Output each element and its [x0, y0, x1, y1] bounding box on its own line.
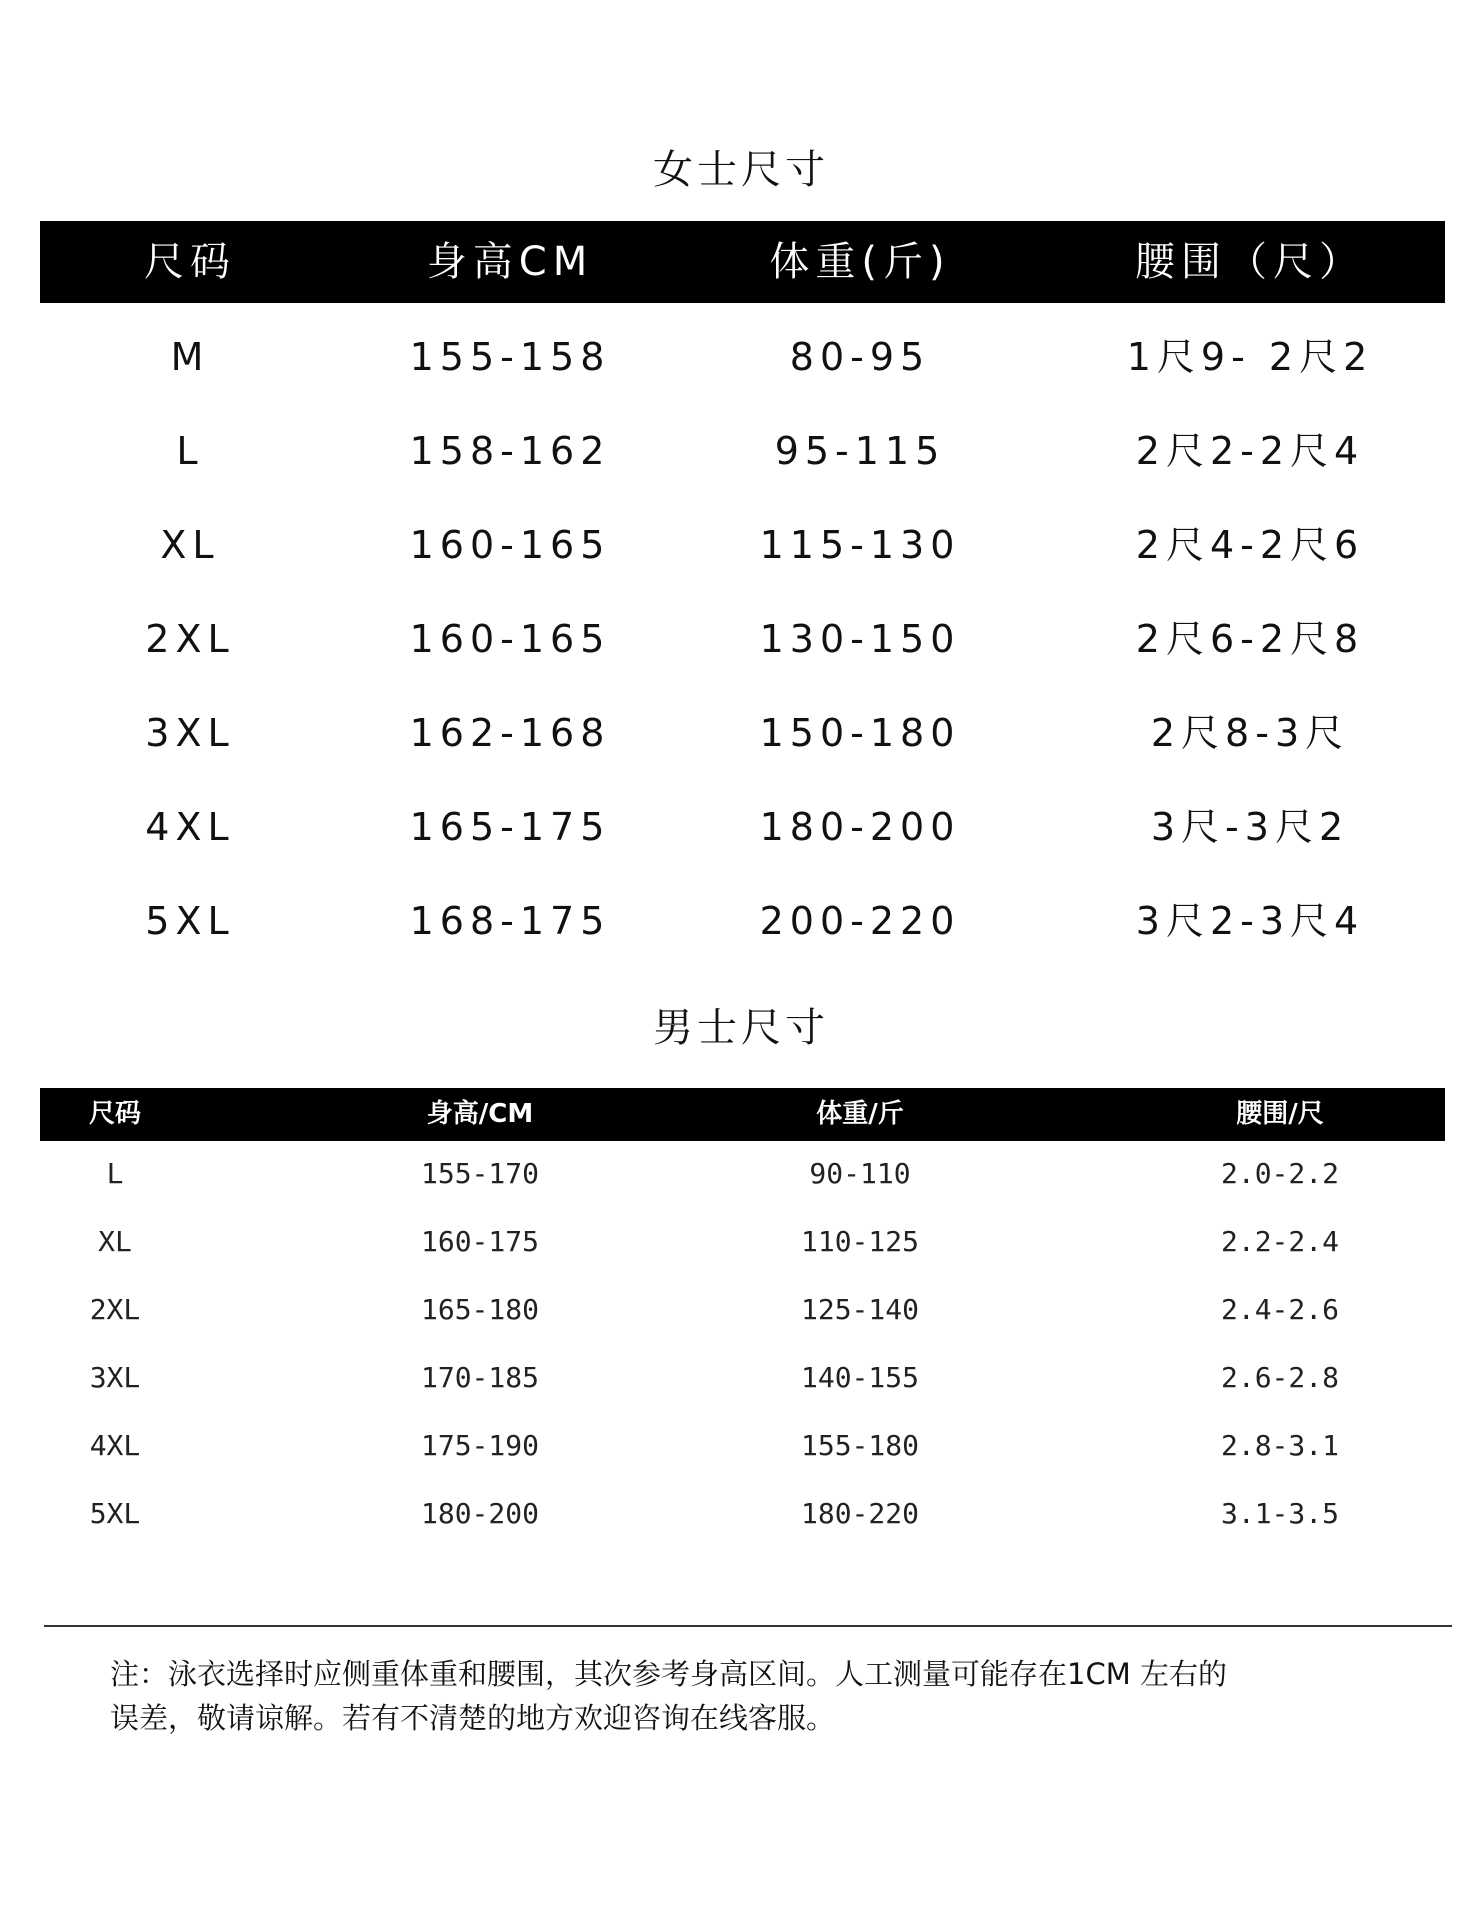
weight-cell: 150-180: [759, 711, 961, 755]
size-cell: 3XL: [145, 711, 235, 755]
height-cell: 180-200: [420, 1497, 539, 1530]
waist-cell: 2.2-2.4: [1220, 1225, 1339, 1258]
height-cell: 165-175: [409, 805, 611, 849]
table-row: [0, 1220, 1482, 1264]
weight-cell: 130-150: [759, 617, 961, 661]
size-note: [110, 1652, 1390, 1740]
table-row: [0, 327, 1482, 387]
weight-cell: 200-220: [759, 899, 961, 943]
note-line-1: 注：泳衣选择时应侧重体重和腰围，其次参考身高区间。人工测量可能存在1CM 左右的: [110, 1657, 1227, 1691]
table-row: [0, 609, 1482, 669]
waist-cell: 2.0-2.2: [1220, 1157, 1339, 1190]
weight-cell: 180-200: [759, 805, 961, 849]
weight-cell: 155-180: [800, 1429, 919, 1462]
waist-cell: 3.1-3.5: [1220, 1497, 1339, 1530]
size-cell: 4XL: [89, 1429, 141, 1462]
height-cell: 168-175: [409, 899, 611, 943]
women-header-waist: 腰围（尺）: [1135, 239, 1365, 285]
divider: [44, 1625, 1452, 1627]
note-line-2: 误差，敬请谅解。若有不清楚的地方欢迎咨询在线客服。: [110, 1701, 836, 1735]
weight-cell: 80-95: [789, 335, 931, 379]
size-cell: M: [170, 335, 210, 379]
women-header-height: 身高CM: [426, 239, 594, 285]
waist-cell: 2尺6-2尺8: [1135, 617, 1365, 661]
men-size-title: 男士尺寸: [653, 1005, 829, 1051]
size-cell: L: [176, 429, 204, 473]
table-row: [0, 1424, 1482, 1468]
table-row: [0, 797, 1482, 857]
size-cell: XL: [160, 523, 220, 567]
waist-cell: 3尺-3尺2: [1150, 805, 1350, 849]
size-cell: 3XL: [89, 1361, 141, 1394]
size-cell: 4XL: [145, 805, 235, 849]
weight-cell: 180-220: [800, 1497, 919, 1530]
size-cell: 5XL: [89, 1497, 141, 1530]
height-cell: 170-185: [420, 1361, 539, 1394]
size-cell: L: [106, 1157, 124, 1190]
weight-cell: 115-130: [759, 523, 961, 567]
women-size-title: 女士尺寸: [653, 147, 829, 193]
men-table-header: [40, 1088, 1445, 1141]
table-row: [0, 1356, 1482, 1400]
table-row: [0, 1152, 1482, 1196]
waist-cell: 2.4-2.6: [1220, 1293, 1339, 1326]
height-cell: 155-158: [409, 335, 611, 379]
size-cell: 2XL: [89, 1293, 141, 1326]
waist-cell: 2.6-2.8: [1220, 1361, 1339, 1394]
height-cell: 158-162: [409, 429, 611, 473]
women-table-header: [40, 221, 1445, 303]
men-header-size: 尺码: [88, 1099, 141, 1129]
table-row: [0, 703, 1482, 763]
weight-cell: 90-110: [809, 1157, 911, 1190]
size-cell: XL: [98, 1225, 132, 1258]
height-cell: 160-175: [420, 1225, 539, 1258]
height-cell: 175-190: [420, 1429, 539, 1462]
table-row: [0, 1288, 1482, 1332]
men-header-waist: 腰围/尺: [1236, 1099, 1324, 1129]
men-header-weight: 体重/斤: [816, 1099, 904, 1129]
waist-cell: 2尺4-2尺6: [1135, 523, 1365, 567]
men-header-height: 身高/CM: [426, 1099, 534, 1129]
size-cell: 2XL: [145, 617, 235, 661]
table-row: [0, 891, 1482, 951]
weight-cell: 95-115: [774, 429, 946, 473]
waist-cell: 2.8-3.1: [1220, 1429, 1339, 1462]
weight-cell: 125-140: [800, 1293, 919, 1326]
table-row: [0, 515, 1482, 575]
table-row: [0, 421, 1482, 481]
table-row: [0, 1492, 1482, 1536]
size-cell: 5XL: [145, 899, 235, 943]
height-cell: 160-165: [409, 523, 611, 567]
waist-cell: 3尺2-3尺4: [1135, 899, 1365, 943]
women-header-weight: 体重(斤): [769, 239, 951, 285]
weight-cell: 140-155: [800, 1361, 919, 1394]
waist-cell: 1尺9- 2尺2: [1126, 335, 1374, 379]
weight-cell: 110-125: [800, 1225, 919, 1258]
waist-cell: 2尺2-2尺4: [1135, 429, 1365, 473]
height-cell: 160-165: [409, 617, 611, 661]
height-cell: 162-168: [409, 711, 611, 755]
height-cell: 155-170: [420, 1157, 539, 1190]
height-cell: 165-180: [420, 1293, 539, 1326]
women-header-size: 尺码: [144, 239, 236, 285]
waist-cell: 2尺8-3尺: [1150, 711, 1350, 755]
